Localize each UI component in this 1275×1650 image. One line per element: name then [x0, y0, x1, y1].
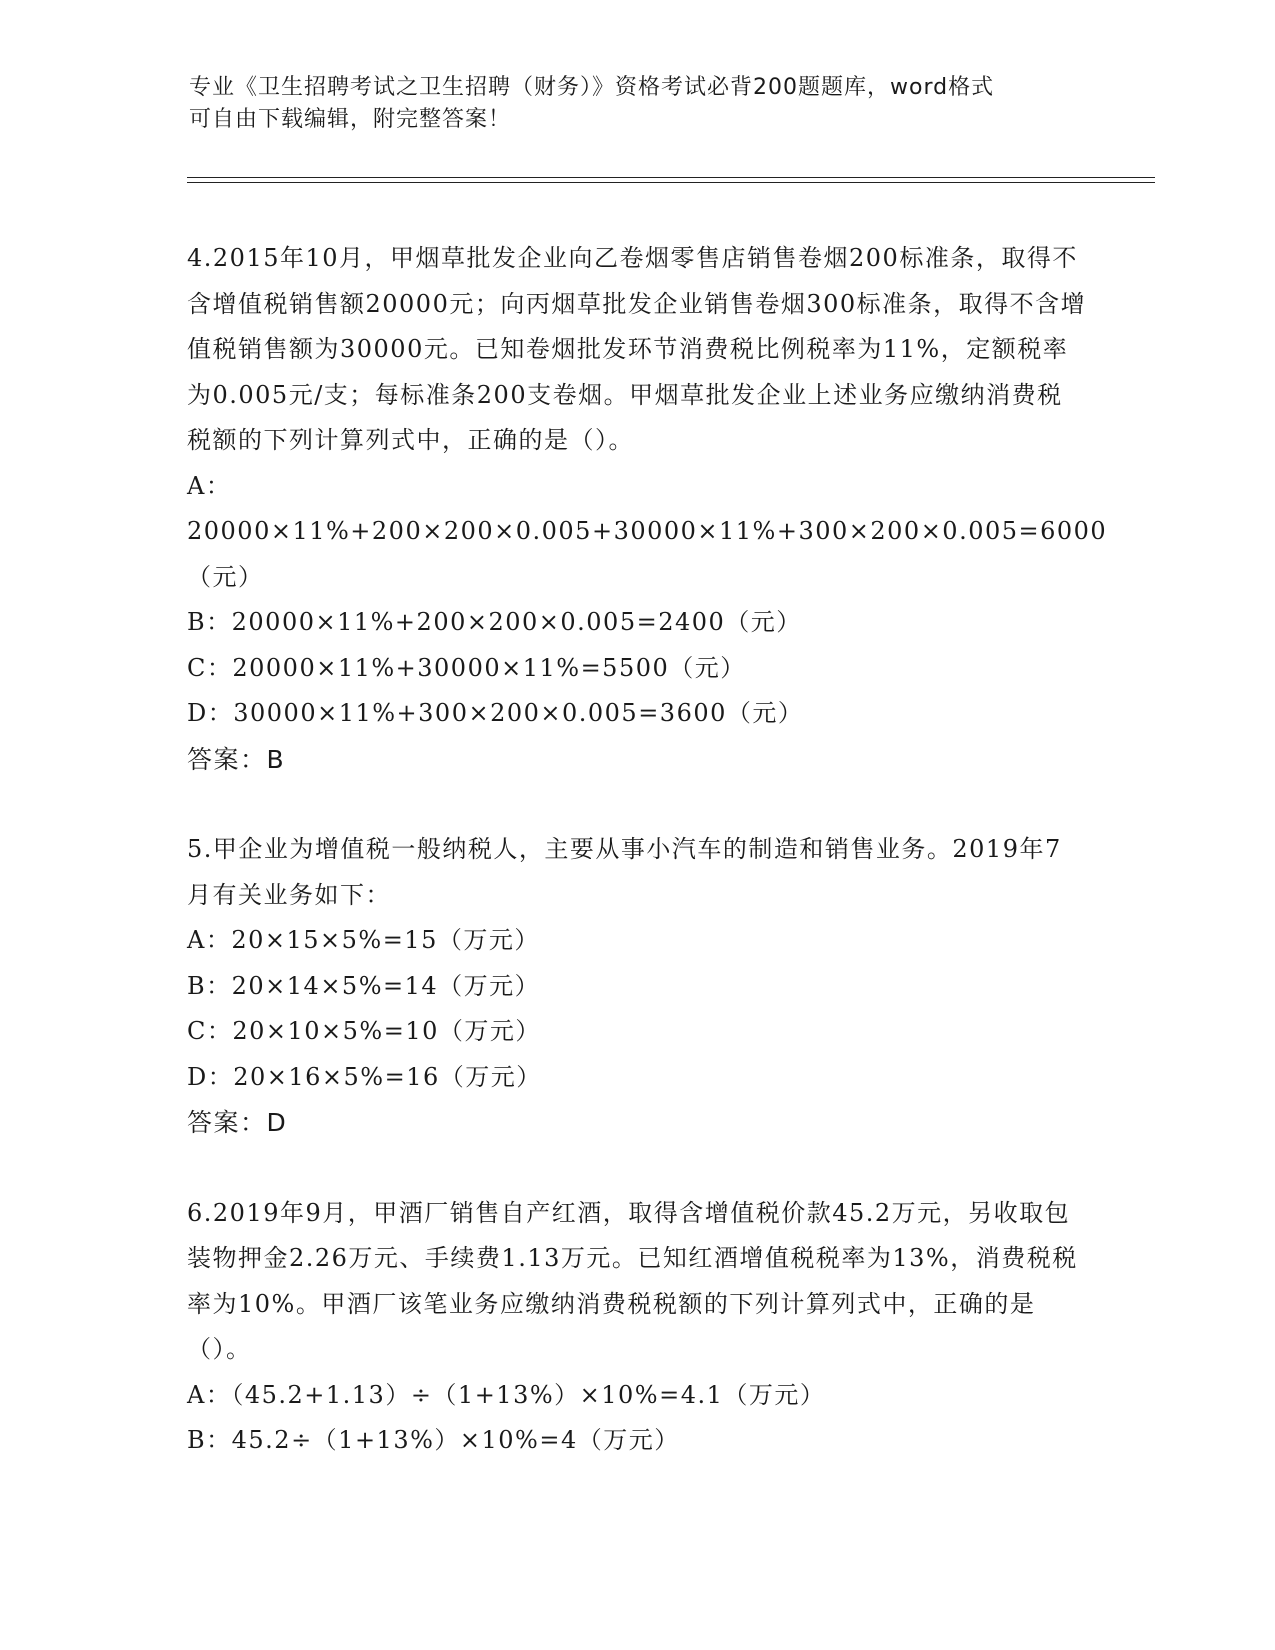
question-stem: 4.2015年10月，甲烟草批发企业向乙卷烟零售店销售卷烟200标准条，取得不含增值税销售额20000元；向丙烟草批发企业销售卷烟300标准条，取得不含增值税销售额为30000元。已知卷烟批发环节消费税比例税率为11%，定额税率为0.005元/支；每标准条200支卷烟。甲烟草批发企业上述业务应缴纳消费税税额的下列计算列式中，正确的是（）。 — [187, 244, 1087, 454]
header-title-line-2: 可自由下载编辑，附完整答案！ — [189, 107, 512, 132]
option-a: A：（45.2+1.13）÷（1+13%）×10%=4.1（万元） — [187, 1380, 826, 1409]
question-spacer — [187, 782, 1087, 827]
answer-label: 答案：D — [187, 1108, 288, 1137]
question-item — [187, 1191, 1087, 1464]
header-divider-bottom — [187, 182, 1155, 183]
option-d: D：20×16×5%=16（万元） — [187, 1062, 542, 1091]
option-b: B：45.2÷（1+13%）×10%=4（万元） — [187, 1426, 680, 1454]
question-stem: 5.甲企业为增值税一般纳税人，主要从事小汽车的制造和销售业务。2019年7月有关业务如下： — [187, 835, 1062, 909]
option-a: A：20000×11%+200×200×0.005+30000×11%+300×200×0.005=6000（元） — [187, 471, 1108, 591]
option-c: C：20×10×5%=10（万元） — [187, 1017, 541, 1045]
header-title-line-1: 专业《卫生招聘考试之卫生招聘（财务）》资格考试必背200题题库，word格式 — [189, 75, 995, 100]
document-header — [189, 72, 1089, 136]
header-divider-top — [187, 177, 1155, 178]
answer-label: 答案：B — [187, 744, 286, 774]
question-item — [187, 827, 1087, 1146]
option-b: B：20000×11%+200×200×0.005=2400（元） — [187, 608, 802, 636]
question-spacer — [187, 1146, 1087, 1191]
question-item — [187, 236, 1108, 782]
option-b: B：20×14×5%=14（万元） — [187, 971, 541, 1000]
option-c: C：20000×11%+30000×11%=5500（元） — [187, 653, 746, 682]
question-stem: 6.2019年9月，甲酒厂销售自产红酒，取得含增值税价款45.2万元，另收取包装物押金2.26万元、手续费1.13万元。已知红酒增值税税率为13%，消费税税率为10%。甲酒厂该笔业务应缴纳消费税税额的下列计算列式中，正确的是（）。 — [187, 1198, 1078, 1363]
question-list — [187, 236, 1108, 1464]
option-d: D：30000×11%+300×200×0.005=3600（元） — [187, 699, 804, 727]
option-a: A：20×15×5%=15（万元） — [187, 926, 540, 954]
